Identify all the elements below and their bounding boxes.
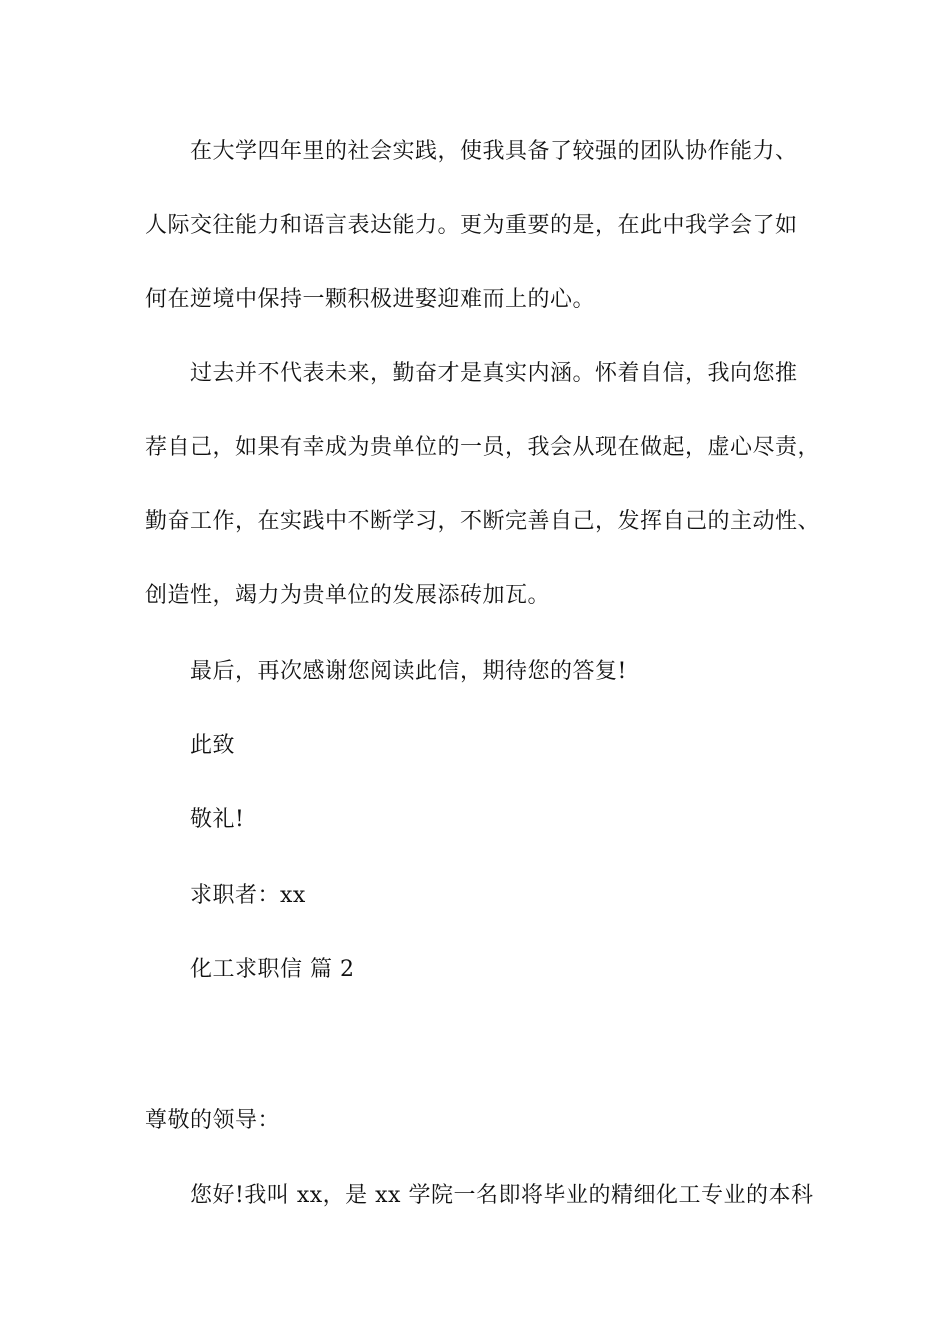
applicant-signature: 求职者：xx [190, 883, 306, 908]
paragraph-1-line-2: 人际交往能力和语言表达能力。更为重要的是，在此中我学会了如 [145, 213, 798, 238]
letter-greeting: 尊敬的领导： [145, 1108, 281, 1133]
paragraph-2-line-3: 勤奋工作，在实践中不断学习，不断完善自己，发挥自己的主动性、 [145, 509, 821, 534]
paragraph-2-line-1: 过去并不代表未来，勤奋才是真实内涵。怀着自信，我向您推 [190, 361, 798, 386]
closing-regards: 敬礼! [190, 807, 245, 832]
section-heading: 化工求职信 篇 2 [190, 957, 355, 982]
paragraph-2-line-2: 荐自己，如果有幸成为贵单位的一员，我会从现在做起，虚心尽责， [145, 435, 821, 460]
paragraph-1-line-1: 在大学四年里的社会实践，使我具备了较强的团队协作能力、 [190, 139, 798, 164]
paragraph-2-line-4: 创造性，竭力为贵单位的发展添砖加瓦。 [145, 583, 551, 608]
paragraph-1-line-3: 何在逆境中保持一颗积极进娶迎难而上的心。 [145, 287, 596, 312]
closing-thanks: 最后，再次感谢您阅读此信，期待您的答复! [190, 659, 627, 684]
closing-salutation: 此致 [190, 733, 236, 758]
letter-intro-line-1: 您好!我叫 xx，是 xx 学院一名即将毕业的精细化工专业的本科 [190, 1183, 814, 1208]
